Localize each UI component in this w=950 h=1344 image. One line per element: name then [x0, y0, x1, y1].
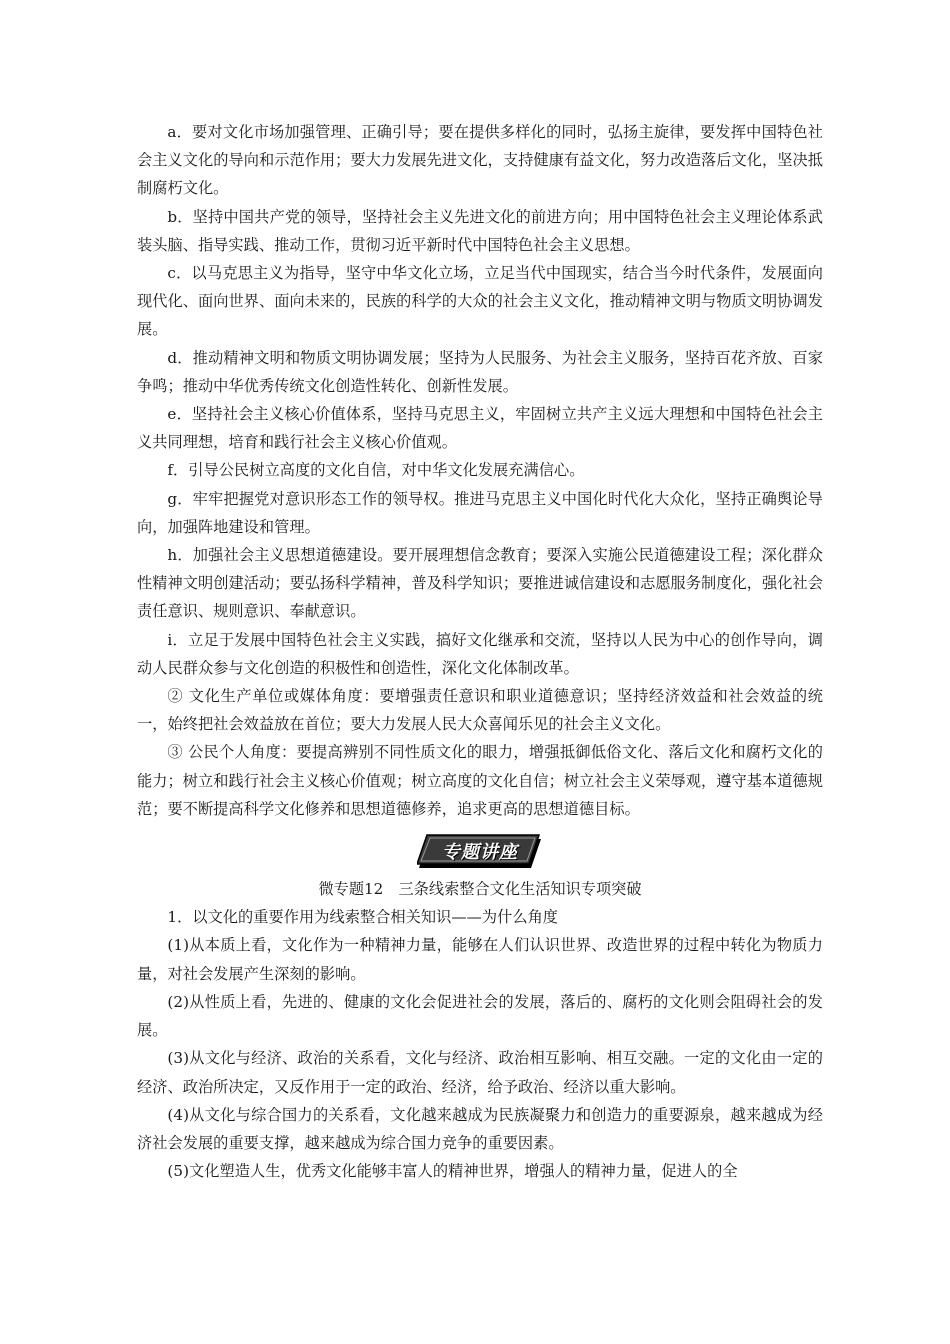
- topic-title: 微专题12 三条线索整合文化生活知识专项突破: [318, 880, 642, 899]
- paragraph-media-perspective: ② 文化生产单位或媒体角度：要增强责任意识和职业道德意识；坚持经济效益和社会效益的统一，始终把社会效益放在首位；要大力发展人民大众喜闻乐见的社会主义文化。: [137, 687, 823, 734]
- paragraph-d: d．推动精神文明和物质文明协调发展；坚持为人民服务、为社会主义服务，坚持百花齐放、百家争鸣；推动中华优秀传统文化创造性转化、创新性发展。: [137, 348, 823, 395]
- paragraph-point-2: (2)从性质上看，先进的、健康的文化会促进社会的发展，落后的、腐朽的文化则会阻碍社会的发展。: [137, 992, 823, 1040]
- paragraphs-bottom: [137, 903, 823, 1185]
- paragraph-i: i．立足于发展中国特色社会主义实践，搞好文化继承和交流，坚持以人民为中心的创作导向，调动人民群众参与文化创造的积极性和创造性，深化文化体制改革。: [137, 630, 823, 677]
- paragraph-a: a．要对文化市场加强管理、正确引导；要在提供多样化的同时，弘扬主旋律，要发挥中国特色社会主义文化的导向和示范作用；要大力发展先进文化，支持健康有益文化，努力改造落后文化，坚决抵制腐朽文化。: [137, 123, 823, 198]
- paragraph-b: b．坚持中国共产党的领导，坚持社会主义先进文化的前进方向；用中国特色社会主义理论体系武装头脑、指导实践、推动工作，贯彻习近平新时代中国特色社会主义思想。: [137, 207, 823, 254]
- section-banner: [137, 833, 823, 873]
- document-page: [137, 118, 823, 1185]
- paragraph-g: g．牢牢把握党对意识形态工作的领导权。推进马克思主义中国化时代化大众化，坚持正确舆论导向，加强阵地建设和管理。: [137, 489, 823, 536]
- special-lecture-badge: [417, 833, 543, 869]
- banner-label: 专题讲座: [442, 842, 518, 864]
- paragraph-point-1: (1)从本质上看，文化作为一种精神力量，能够在人们认识世界、改造世界的过程中转化为物质力量，对社会发展产生深刻的影响。: [137, 936, 823, 983]
- paragraph-point-5: (5)文化塑造人生，优秀文化能够丰富人的精神世界，增强人的精神力量，促进人的全: [167, 1162, 738, 1181]
- paragraph-citizen-perspective: ③ 公民个人角度：要提高辨别不同性质文化的眼力，增强抵御低俗文化、落后文化和腐朽文化的能力；树立和践行社会主义核心价值观；树立高度的文化自信；树立社会主义荣辱观，遵守基本道德规范；要不断提高科学文化修养和思想道德修养，追求更高的思想道德目标。: [137, 743, 823, 818]
- paragraphs-top: [137, 118, 823, 823]
- paragraph-point-3: (3)从文化与经济、政治的关系看，文化与经济、政治相互影响、相互交融。一定的文化由一定的经济、政治所决定，又反作用于一定的政治、经济，给予政治、经济以重大影响。: [137, 1049, 823, 1096]
- paragraph-c: c．以马克思主义为指导，坚守中华文化立场，立足当代中国现实，结合当今时代条件，发展面向现代化、面向世界、面向未来的，民族的科学的大众的社会主义文化，推动精神文明与物质文明协调发展。: [137, 264, 823, 339]
- paragraph-e: e．坚持社会主义核心价值体系，坚持马克思主义，牢固树立共产主义远大理想和中国特色社会主义共同理想，培育和践行社会主义核心价值观。: [137, 405, 823, 452]
- paragraph-f: f．引导公民树立高度的文化自信，对中华文化发展充满信心。: [167, 461, 585, 480]
- paragraph-h: h．加强社会主义思想道德建设。要开展理想信念教育；要深入实施公民道德建设工程；深化群众性精神文明创建活动；要弘扬科学精神，普及科学知识；要推进诚信建设和志愿服务制度化，强化社会责任意识、规则意识、奉献意识。: [137, 546, 823, 621]
- section-heading-1: 1．以文化的重要作用为线索整合相关知识——为什么角度: [167, 908, 559, 927]
- paragraph-point-4: (4)从文化与综合国力的关系看，文化越来越成为民族凝聚力和创造力的重要源泉，越来越成为经济社会发展的重要支撑，越来越成为综合国力竞争的重要因素。: [137, 1105, 823, 1152]
